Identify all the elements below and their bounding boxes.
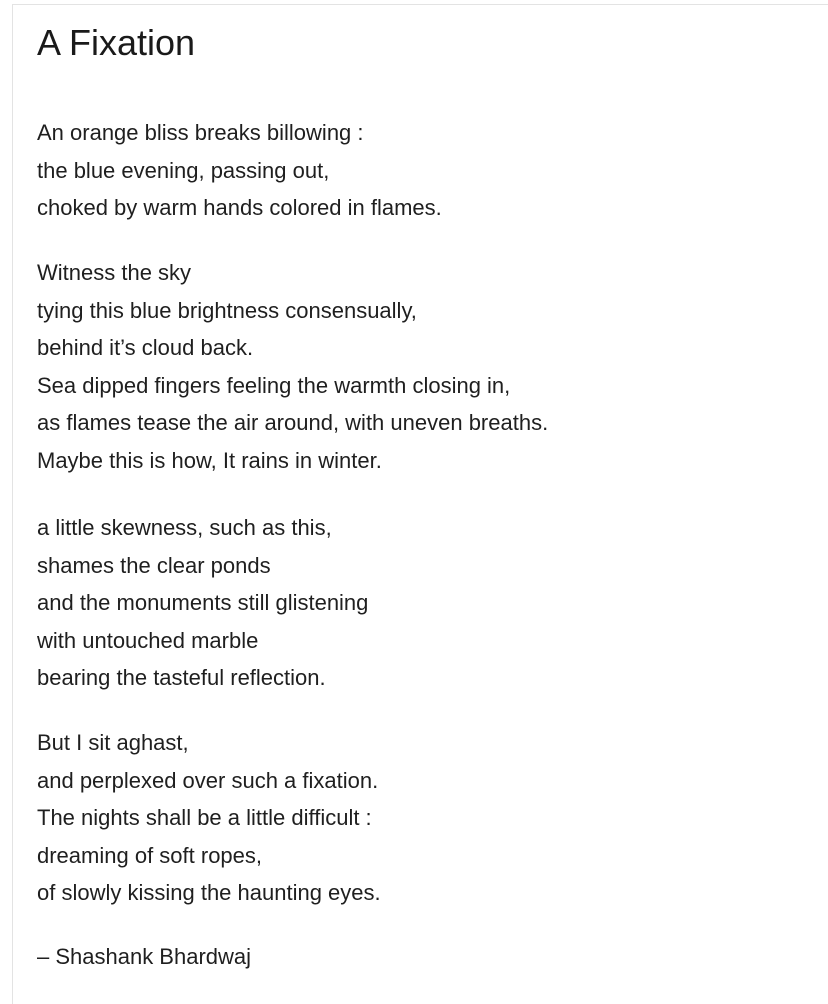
poem-line: tying this blue brightness consensually, xyxy=(37,297,417,323)
stanza-4 xyxy=(37,724,381,912)
poem-line: Maybe this is how, It rains in winter. xyxy=(37,447,382,473)
poem-line: dreaming of soft ropes, xyxy=(37,842,263,868)
poem-line: with untouched marble xyxy=(37,627,259,653)
poem-line: But I sit aghast, xyxy=(37,730,189,755)
poem-line: as flames tease the air around, with uneven breaths. xyxy=(37,410,549,436)
poem-line: Sea dipped fingers feeling the warmth closing in, xyxy=(37,372,511,398)
poem-line: a little skewness, such as this, xyxy=(37,515,332,540)
author-byline: – Shashank Bhardwaj xyxy=(37,944,252,969)
poem-line: the blue evening, passing out, xyxy=(37,157,330,183)
poem-line: The nights shall be a little difficult : xyxy=(37,805,372,831)
stanza-3 xyxy=(37,509,368,697)
poem-line: and the monuments still glistening xyxy=(37,590,369,616)
poem-line: shames the clear ponds xyxy=(37,552,271,578)
poem-line: and perplexed over such a fixation. xyxy=(37,767,379,793)
poem-line: behind it’s cloud back. xyxy=(37,335,254,361)
poem-title: A Fixation xyxy=(37,22,196,63)
poem-line: Witness the sky xyxy=(37,260,192,285)
stanza-2 xyxy=(37,254,548,480)
stanza-1 xyxy=(37,114,442,227)
poem-line: bearing the tasteful reflection. xyxy=(37,665,326,691)
poem-line: choked by warm hands colored in flames. xyxy=(37,195,442,221)
poem-line: An orange bliss breaks billowing : xyxy=(37,120,364,145)
poem-line: of slowly kissing the haunting eyes. xyxy=(37,880,381,906)
